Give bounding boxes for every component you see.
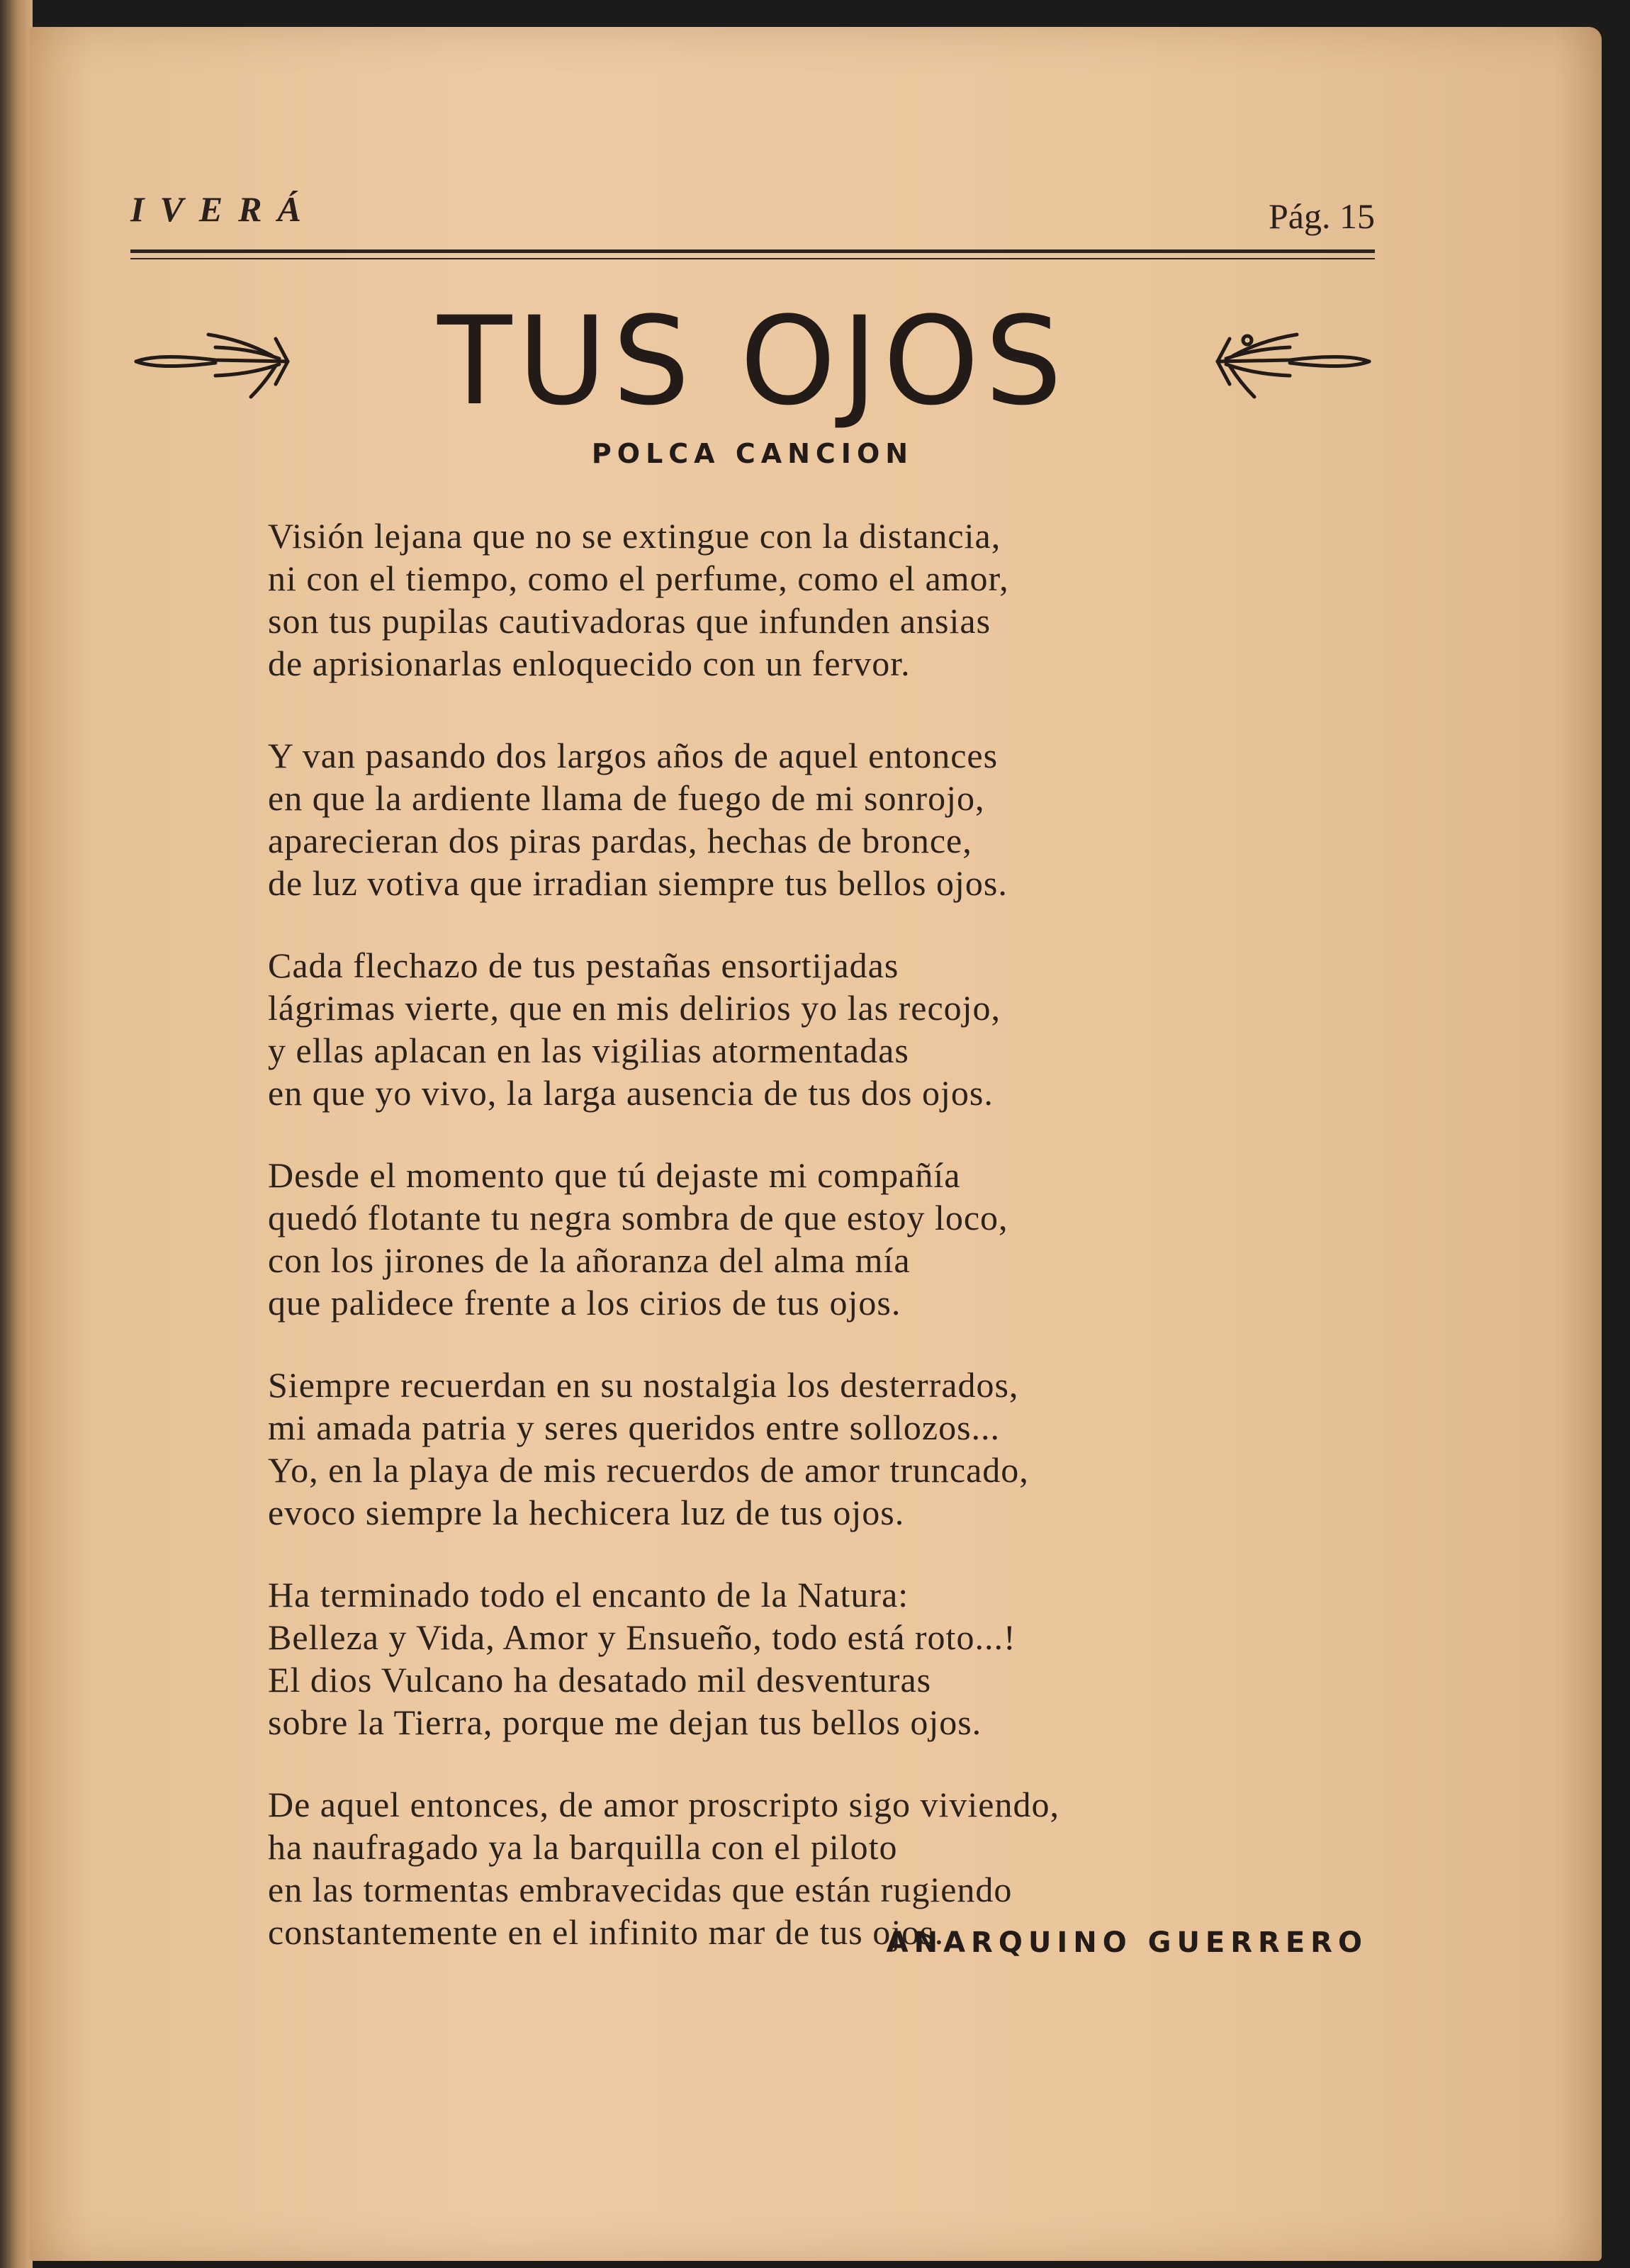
poem-line: Y van pasando dos largos años de aquel entonces: [268, 736, 999, 775]
poem-line: en que yo vivo, la larga ausencia de tus dos ojos.: [268, 1073, 994, 1113]
stanza: [268, 1154, 1274, 1324]
title-row: [130, 290, 1375, 432]
header-rule-thin: [130, 258, 1375, 259]
stanza: [268, 515, 1274, 685]
book-spine: [0, 0, 33, 2268]
poem-body: [268, 515, 1274, 1953]
poem-subtitle: POLCA CANCION: [591, 438, 914, 469]
stanza: [268, 734, 1274, 904]
poem-line: de luz votiva que irradian siempre tus bellos ojos.: [268, 863, 1008, 903]
poem-line: Ha terminado todo el encanto de la Natura:: [268, 1575, 909, 1615]
stanza: [268, 944, 1274, 1114]
poem-line: que palidece frente a los cirios de tus ojos.: [268, 1283, 901, 1323]
page-header: [130, 189, 1375, 245]
poem-line: ni con el tiempo, como el perfume, como el amor,: [268, 558, 1009, 598]
poem-line: De aquel entonces, de amor proscripto sigo viviendo,: [268, 1785, 1060, 1824]
poem-line: Yo, en la playa de mis recuerdos de amor truncado,: [268, 1450, 1029, 1490]
poem-line: sobre la Tierra, porque me dejan tus bellos ojos.: [268, 1702, 982, 1742]
poem-line: constantemente en el infinito mar de tus ojos.: [268, 1912, 945, 1952]
arrow-ornament-icon: [1198, 319, 1375, 404]
poem-line: quedó flotante tu negra sombra de que estoy loco,: [268, 1198, 1008, 1237]
author-signature: ANARQUINO GUERRERO: [886, 1926, 1368, 1959]
poem-line: mi amada patria y seres queridos entre sollozos...: [268, 1408, 1001, 1447]
poem-line: Cada flechazo de tus pestañas ensortijadas: [268, 945, 899, 985]
poem-line: aparecieran dos piras pardas, hechas de bronce,: [268, 821, 972, 860]
poem-line: Visión lejana que no se extingue con la distancia,: [268, 516, 1001, 556]
poem-line: Desde el momento que tú dejaste mi compañía: [268, 1155, 961, 1195]
poem-line: Siempre recuerdan en su nostalgia los desterrados,: [268, 1365, 1019, 1405]
poem-line: en las tormentas embravecidas que están rugiendo: [268, 1870, 1013, 1909]
stanza: [268, 1364, 1274, 1534]
poem-line: El dios Vulcano ha desatado mil desventuras: [268, 1660, 932, 1700]
poem-line: Belleza y Vida, Amor y Ensueño, todo está roto...!: [268, 1617, 1016, 1657]
poem-line: con los jirones de la añoranza del alma mía: [268, 1240, 911, 1280]
poem-line: son tus pupilas cautivadoras que infunden ansias: [268, 601, 991, 641]
journal-name: IVERÁ: [130, 189, 317, 229]
page-number: Pág. 15: [1269, 196, 1375, 236]
header-rule-thick: [130, 249, 1375, 253]
poem-line: ha naufragado ya la barquilla con el piloto: [268, 1827, 898, 1867]
poem-line: y ellas aplacan en las vigilias atormentadas: [268, 1031, 909, 1070]
poem-line: evoco siempre la hechicera luz de tus ojos.: [268, 1493, 905, 1532]
poem-line: lágrimas vierte, que en mis delirios yo las recojo,: [268, 988, 1001, 1028]
poem-line: de aprisionarlas enloquecido con un fervor.: [268, 644, 911, 683]
poem-title: TUS OJOS: [437, 290, 1068, 432]
stanza: [268, 1573, 1274, 1744]
poem-line: en que la ardiente llama de fuego de mi sonrojo,: [268, 778, 985, 818]
